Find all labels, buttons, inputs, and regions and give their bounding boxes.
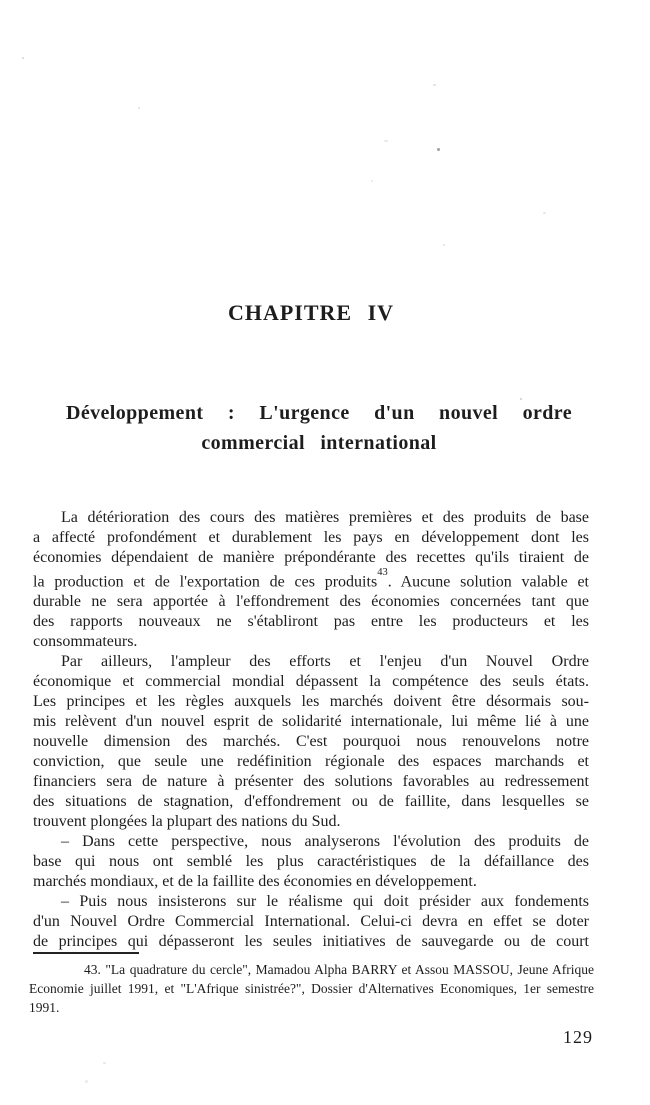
body-line: La détérioration des cours des matières premières et des produits de base bbox=[61, 509, 589, 526]
scan-speck bbox=[433, 84, 436, 86]
scan-speck bbox=[384, 140, 388, 142]
footnote-line: Economie juillet 1991, et "L'Afrique sinistrée?", Dossier d'Alternatives Economiques, 1er semestre bbox=[29, 981, 594, 996]
scan-speck bbox=[437, 148, 440, 151]
footnote-line: 43. "La quadrature du cercle", Mamadou Alpha BARRY et Assou MASSOU, Jeune Afrique bbox=[84, 962, 594, 977]
footnote bbox=[29, 960, 594, 1017]
section-title-line2: commercial international bbox=[201, 432, 437, 454]
scan-speck bbox=[103, 1062, 106, 1064]
body-line: financiers sera de nature à présenter des solutions favorables au redressement bbox=[33, 773, 589, 791]
scan-speck bbox=[371, 180, 373, 182]
body-line: économique et commercial mondial dépassent la compétence des seuls états. bbox=[33, 673, 589, 691]
body-line: durable ne sera apportée à l'effondrement des économies concernées tant que bbox=[33, 593, 589, 611]
body-line: a affecté profondément et durablement les pays en développement dont les bbox=[33, 529, 589, 546]
body-line: des situations de stagnation, d'effondrement ou de faillite, dans lesquelles se bbox=[33, 793, 589, 811]
section-title bbox=[66, 398, 572, 458]
scan-speck bbox=[520, 398, 522, 400]
body-line: base qui nous ont semblé les plus caractéristiques de la défaillance des bbox=[33, 853, 589, 871]
body-line: mis relèvent d'un nouvel esprit de solidarité internationale, lui même lié à une bbox=[33, 713, 589, 731]
body-line: des rapports nouveaux ne s'établiront pas entre les producteurs et les bbox=[33, 613, 589, 631]
body-line: consommateurs. bbox=[33, 633, 138, 651]
chapter-heading: CHAPITRE IV bbox=[227, 300, 395, 325]
body-line: conviction, que seule une redéfinition régionale des espaces marchands et bbox=[33, 753, 589, 771]
body-line: économies dépendaient de manière prépondérante des recettes qu'ils tiraient de bbox=[33, 549, 589, 566]
body-line: la production et de l'exportation de ces produits$^{43}$. Aucune solution valable et bbox=[33, 567, 590, 591]
page-number: 129 bbox=[563, 1027, 593, 1047]
body-line: marchés mondiaux, et de la faillite des économies en développement. bbox=[33, 873, 477, 891]
body-line: Les principes et les règles auxquels les marchés doivent être désormais sou- bbox=[33, 693, 589, 711]
body-line: – Dans cette perspective, nous analyserons l'évolution des produits de bbox=[61, 833, 589, 851]
scan-speck bbox=[138, 107, 140, 109]
body-text bbox=[33, 508, 589, 952]
section-title-line1: Développement : L'urgence d'un nouvel ordre bbox=[66, 402, 572, 424]
footnote-line: 1991. bbox=[29, 1000, 60, 1015]
scan-speck bbox=[443, 244, 445, 246]
body-line: nouvelle dimension des marchés. C'est pourquoi nous renouvelons notre bbox=[33, 733, 589, 751]
footnote-ref: 43 bbox=[377, 567, 388, 578]
body-line: Par ailleurs, l'ampleur des efforts et l'enjeu d'un Nouvel Ordre bbox=[61, 653, 589, 671]
body-line: d'un Nouvel Ordre Commercial International. Celui-ci devra en effet se doter bbox=[33, 913, 589, 931]
scan-speck bbox=[85, 1080, 88, 1083]
body-line: de principes qui dépasseront les seules initiatives de sauvegarde ou de court bbox=[33, 933, 589, 951]
scan-speck bbox=[543, 212, 546, 214]
scan-speck bbox=[22, 57, 24, 59]
body-line: – Puis nous insisterons sur le réalisme qui doit présider aux fondements bbox=[61, 893, 589, 911]
footnote-separator bbox=[33, 952, 139, 954]
body-line: trouvent plongées la plupart des nations du Sud. bbox=[33, 813, 341, 831]
